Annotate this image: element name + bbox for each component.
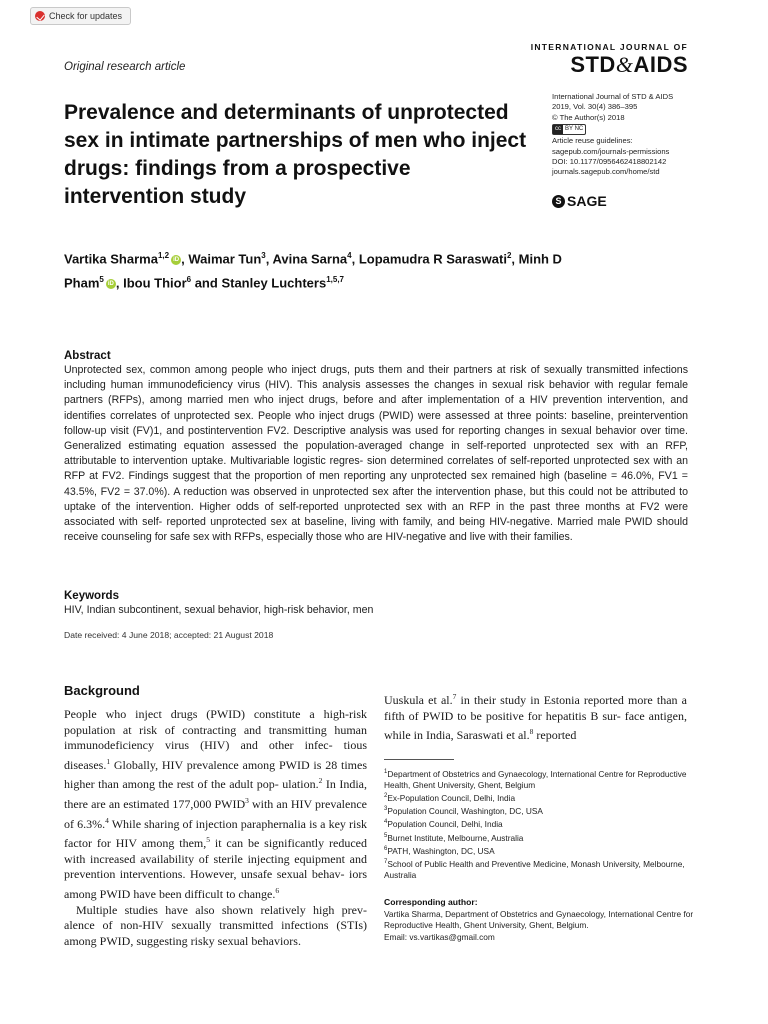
affiliation-item	[384, 767, 694, 791]
affiliation-text: Department of Obstetrics and Gynaecology, International Centre for Reproductive Health, Ghent University, Ghent, Belgium	[384, 768, 687, 791]
publisher-logo	[552, 193, 607, 209]
author-affil-ref: 1,2	[157, 251, 170, 260]
body-paragraph	[64, 707, 367, 903]
author-separator: ,	[511, 251, 519, 267]
cc-license-badge	[552, 124, 586, 135]
corresponding-author	[384, 909, 694, 943]
affiliation-item	[384, 857, 694, 881]
affiliation-item	[384, 791, 694, 804]
affiliation-text: School of Public Health and Preventive Medicine, Monash University, Melbourne, Australia	[384, 858, 685, 880]
doi[interactable]: DOI: 10.1177/0956462418802142	[552, 157, 667, 167]
author-separator: ,	[115, 275, 124, 291]
citation-ref[interactable]: 2	[318, 776, 323, 786]
author-name: Avina Sarna	[272, 251, 348, 267]
article-type: Original research article	[64, 61, 186, 73]
author-name: Stanley Luchters	[221, 275, 327, 291]
citation-ref[interactable]: 5	[206, 835, 210, 845]
affiliation-text: Ex-Population Council, Delhi, India	[387, 793, 516, 804]
affiliation-item	[384, 844, 694, 857]
citation-ref[interactable]: 3	[245, 795, 249, 805]
body-column-right	[384, 689, 687, 744]
affiliation-text: PATH, Washington, DC, USA	[387, 845, 495, 856]
author-affil-ref: 6	[186, 275, 192, 285]
affiliations	[384, 767, 694, 881]
affiliation-item	[384, 817, 694, 830]
author-separator: ,	[265, 251, 273, 267]
check-for-updates-label: Check for updates	[49, 11, 123, 21]
corresponding-author-heading: Corresponding author:	[384, 897, 478, 907]
footnote-divider	[384, 759, 454, 760]
author-separator: ,	[181, 251, 189, 267]
journal-home-link[interactable]: journals.sagepub.com/home/std	[552, 167, 660, 177]
body-text: in their study in Estonia reported more than a fifth of PWID to be positive for hepatitis B sur- face antigen, while in India, Saraswati et al.	[384, 693, 687, 743]
author-affil-ref: 1,5,7	[326, 275, 344, 285]
author-name: Minh D Pham	[64, 251, 562, 291]
cc-icon: cc	[555, 126, 561, 133]
publisher-name: SAGE	[567, 193, 607, 209]
affiliation-text: Population Council, Delhi, India	[387, 819, 503, 830]
body-text: While sharing of injection paraphernalia is a key risk factor for HIV among them,	[64, 816, 367, 851]
orcid-icon[interactable]: iD	[173, 256, 180, 263]
affiliation-number: 7	[384, 858, 388, 865]
keywords-text: HIV, Indian subcontinent, sexual behavior, high-risk behavior, men	[64, 604, 374, 616]
author-affil-ref: 3	[261, 251, 266, 260]
affiliation-text: Population Council, Washington, DC, USA	[387, 806, 543, 817]
author-affil-ref: 4	[347, 251, 352, 260]
meta-line: 2019, Vol. 30(4) 386–395	[552, 102, 638, 112]
body-text: In India, there are an estimated 177,000 PWID	[64, 777, 368, 811]
journal-logo-amp: &	[615, 52, 634, 77]
orcid-icon[interactable]: iD	[107, 281, 114, 288]
abstract-heading: Abstract	[64, 350, 111, 362]
date-received: Date received: 4 June 2018; accepted: 21 August 2018	[64, 630, 274, 640]
citation-ref[interactable]: 7	[452, 692, 457, 701]
body-text: Uuskula et al.	[384, 693, 453, 707]
affiliation-text: Burnet Institute, Melbourne, Australia	[387, 832, 524, 843]
corresponding-author-email[interactable]: Email: vs.vartikas@gmail.com	[384, 931, 495, 942]
body-paragraph	[64, 903, 367, 950]
body-text: with an HIV prevalence of 6.3%.	[64, 796, 367, 831]
article-title: Prevalence and determinants of unprotected sex in intimate partnerships of men who inject drugs: findings from a prospective intervention study	[64, 101, 527, 208]
affiliation-item	[384, 804, 694, 817]
citation-ref[interactable]: 1	[106, 756, 111, 766]
background-heading: Background	[64, 683, 140, 698]
author-list	[64, 245, 564, 294]
journal-logo	[570, 52, 688, 78]
author-affil-ref: 5	[99, 275, 104, 285]
body-text: it can be significantly reduced with increased availability of sterile injecting equipment and prevention interventions. However, unsafe sexual behav- iors among PWID have been difficult to change.	[64, 836, 367, 901]
citation-ref[interactable]: 6	[275, 885, 280, 895]
affiliation-number: 6	[384, 845, 388, 852]
body-text: reported	[533, 728, 577, 743]
journal-name-top: INTERNATIONAL JOURNAL OF	[530, 42, 688, 52]
affiliation-number: 1	[384, 769, 388, 775]
affiliation-number: 3	[384, 806, 388, 813]
author-name: Ibou Thior	[123, 275, 187, 291]
body-text: Globally, HIV prevalence among PWID is 28 times higher than among the rest of the adult pop- ulation.	[64, 757, 367, 792]
journal-logo-aids: AIDS	[633, 52, 688, 77]
affiliation-number: 2	[384, 793, 388, 800]
cc-terms: BY NC	[565, 126, 584, 133]
check-updates-icon	[35, 11, 45, 21]
author-name: Vartika Sharma	[64, 251, 158, 267]
journal-meta	[552, 92, 722, 178]
affiliation-number: 5	[384, 832, 388, 839]
meta-line: © The Author(s) 2018	[552, 112, 625, 122]
author-separator: ,	[351, 251, 359, 267]
author-name: Lopamudra R Saraswati	[358, 251, 507, 267]
corresponding-author-text: Vartika Sharma, Department of Obstetrics and Gynaecology, International Centre for Reproductive Health, Ghent University, Ghent, Belgium.	[384, 909, 694, 931]
sage-logo-icon: S	[552, 195, 565, 208]
permissions-link[interactable]: sagepub.com/journals-permissions	[552, 146, 670, 156]
citation-ref[interactable]: 8	[529, 727, 534, 737]
meta-line: Article reuse guidelines:	[552, 136, 633, 146]
author-name: Waimar Tun	[188, 251, 262, 267]
author-affil-ref: 2	[506, 251, 512, 260]
keywords-heading: Keywords	[64, 590, 119, 602]
affiliation-number: 4	[384, 819, 388, 826]
affiliation-item	[384, 831, 694, 844]
meta-line: International Journal of STD & AIDS	[552, 92, 674, 101]
body-column-left	[64, 707, 367, 949]
author-separator: and	[191, 275, 222, 291]
body-text: People who inject drugs (PWID) constitute a high-risk population at risk of contracting and transmitting human immunodeficiency virus (HIV) and other infec- tious diseases.	[64, 707, 367, 772]
body-text: Multiple studies have also shown relatively high prev- alence of non-HIV sexually transmitted infections (STIs) among PWID, suggesting risky sexual behaviors.	[64, 902, 367, 948]
citation-ref[interactable]: 4	[105, 815, 109, 825]
abstract-text: Unprotected sex, common among people who inject drugs, puts them and their partners at risk of sexually transmitted infections including human immunodeficiency virus (HIV). This analysis assesses the changes in sexual risk behavior with regular female partners (RFPs), among married men who inject drugs, before and after implementation of a HIV prevention intervention, and identifies correlates of unprotected sex. People who inject drugs (PWID) were assessed at three points: baseline, preintervention follow-up visit (FV)1, and postintervention FV2. Descriptive analysis was used for reporting changes in sexual behavior over time. Generalized estimating equation assessed the population-averaged change in self-reported unprotected sex with an RFP, attributable to intervention uptake. Multivariable logistic regres- sion determined correlates of self-reported unprotected sex with an RFP at FV2. Findings suggest that the proportion of men reporting any unprotected sex remained high (baseline = 46.0%, FV1 = 43.5%, FV2 = 37.0%). A reduction was observed in unprotected sex after the intervention phase, but this could not be attributed to uptake of the intervention. Higher odds of self-reported unprotected sex with an RFP in the past three months at FV2 were associated with self- reported unprotected sex at baseline, living with family, and being HIV-negative. Married male PWID should receive counseling for safe sex with RFPs, especially those who are HIV-negative and live with their families.	[64, 364, 688, 544]
journal-logo-std: STD	[570, 52, 616, 77]
check-for-updates-button[interactable]	[30, 7, 131, 25]
